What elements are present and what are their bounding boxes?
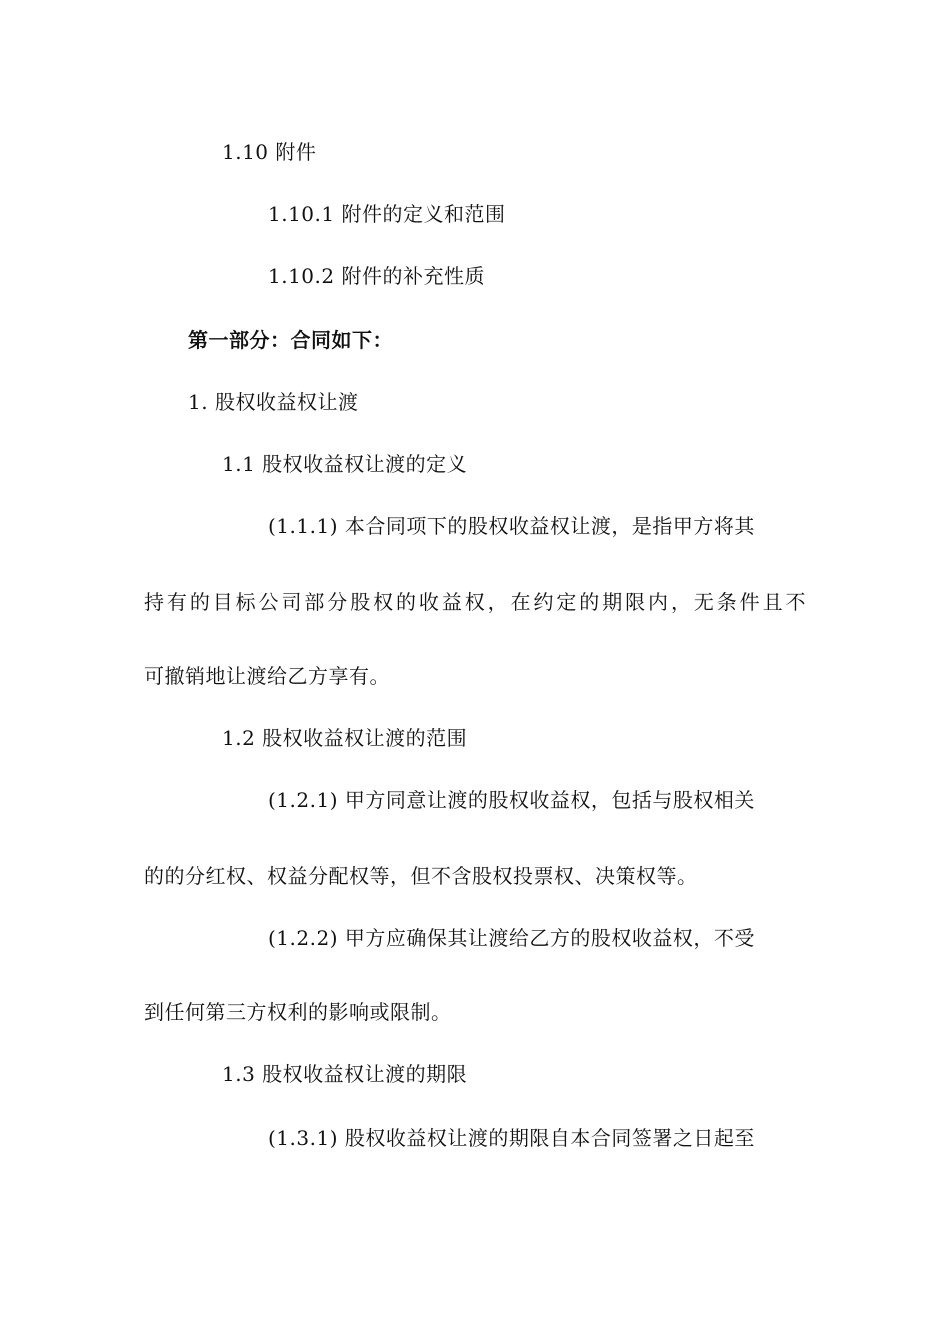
clause-1-heading: 1. 股权收益权让渡 <box>188 390 359 414</box>
subsection-1-10-2: 1.10.2 附件的补充性质 <box>268 264 485 288</box>
paragraph-1-3-1-line-1: (1.3.1) 股权收益权让渡的期限自本合同签署之日起至 <box>268 1126 755 1150</box>
section-heading-1-10: 1.10 附件 <box>222 140 317 164</box>
paragraph-1-1-1-line-3: 可撤销地让渡给乙方享有。 <box>144 664 390 688</box>
paragraph-1-1-1-line-2: 持有的目标公司部分股权的收益权，在约定的期限内，无条件且不 <box>144 590 806 614</box>
paragraph-1-2-2-line-2: 到任何第三方权利的影响或限制。 <box>144 1000 452 1024</box>
paragraph-1-2-2-line-1: (1.2.2) 甲方应确保其让渡给乙方的股权收益权，不受 <box>268 926 755 950</box>
clause-1-1-heading: 1.1 股权收益权让渡的定义 <box>222 452 468 476</box>
clause-1-2-heading: 1.2 股权收益权让渡的范围 <box>222 726 468 750</box>
paragraph-1-2-1-line-1: (1.2.1) 甲方同意让渡的股权收益权，包括与股权相关 <box>268 788 755 812</box>
clause-1-3-heading: 1.3 股权收益权让渡的期限 <box>222 1062 468 1086</box>
part-heading: 第一部分：合同如下： <box>188 328 393 352</box>
subsection-1-10-1: 1.10.1 附件的定义和范围 <box>268 202 506 226</box>
paragraph-1-2-1-line-2: 的的分红权、权益分配权等，但不含股权投票权、决策权等。 <box>144 864 698 888</box>
paragraph-1-1-1-line-1: (1.1.1) 本合同项下的股权收益权让渡，是指甲方将其 <box>268 514 755 538</box>
